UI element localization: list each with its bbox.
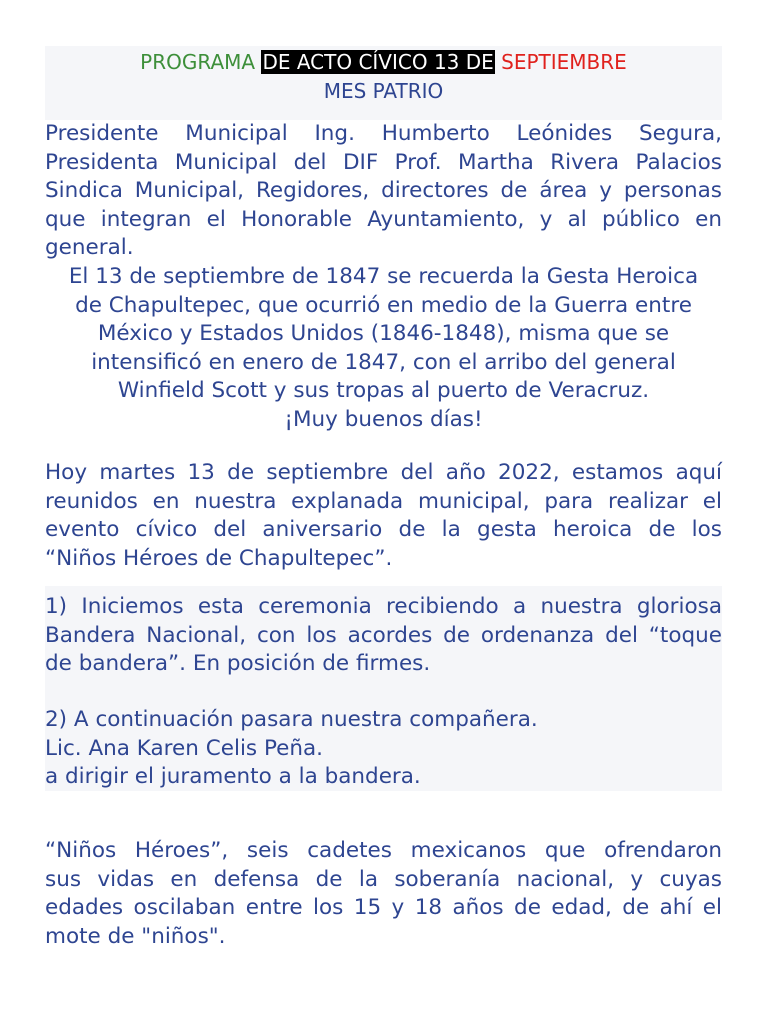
history-line: Winfield Scott y sus tropas al puerto de Veracruz. xyxy=(117,378,650,404)
intro-line: Hoy martes 13 de septiembre del año 2022, estamos aquí xyxy=(45,460,722,485)
title-line-1 xyxy=(45,48,722,76)
step-2-line: a dirigir el juramento a la bandera. xyxy=(45,764,421,790)
greeting-paragraph xyxy=(45,120,722,263)
ninos-line: edades oscilaban entre los 15 y 18 años de edad, de ahí el xyxy=(45,895,722,921)
intro-paragraph xyxy=(45,459,722,573)
step-2-line: 2) A continuación pasara nuestra compañera. xyxy=(45,707,538,732)
ninos-line: “Niños Héroes”, seis cadetes mexicanos que ofrendaron xyxy=(45,838,722,863)
title-septiembre: SEPTIEMBRE xyxy=(494,50,627,74)
history-line: de Chapultepec, que ocurrió en medio de la Guerra entre xyxy=(75,292,692,318)
greeting-line: Sindica Municipal, Regidores, directores de área y personas xyxy=(45,178,722,204)
history-line: intensificó en enero de 1847, con el arribo del general xyxy=(91,349,676,375)
greeting-buenos-dias: ¡Muy buenos días! xyxy=(284,406,483,432)
intro-line: reunidos en nuestra explanada municipal, para realizar el xyxy=(45,488,722,514)
step-1-line: Bandera Nacional, con los acordes de ordenanza del “toque xyxy=(45,622,722,648)
step-2-paragraph xyxy=(45,706,722,792)
ninos-line: sus vidas en defensa de la soberanía nacional, y cuyas xyxy=(45,866,722,892)
history-line: El 13 de septiembre de 1847 se recuerda la Gesta Heroica xyxy=(68,264,699,289)
title-highlighted: DE ACTO CÍVICO 13 DE xyxy=(262,50,494,74)
history-line: México y Estados Unidos (1846-1848), misma que se xyxy=(97,321,670,347)
ninos-line: mote de "niños". xyxy=(45,923,226,949)
step-1-line: de bandera”. En posición de firmes. xyxy=(45,651,431,677)
intro-line: “Niños Héroes de Chapultepec”. xyxy=(45,545,393,571)
intro-line: evento cívico del aniversario de la gesta heroica de los xyxy=(45,517,722,543)
title-block xyxy=(45,46,722,120)
greeting-line: Presidenta Municipal del DIF Prof. Martha Rivera Palacios xyxy=(45,149,722,175)
greeting-line: que integran el Honorable Ayuntamiento, y al público en xyxy=(45,206,722,232)
step-1-line: 1) Iniciemos esta ceremonia recibiendo a nuestra gloriosa xyxy=(45,594,722,619)
step-2-line: Lic. Ana Karen Celis Peña. xyxy=(45,735,324,761)
history-paragraph xyxy=(45,263,722,435)
greeting-line: general. xyxy=(45,235,134,261)
title-programa: PROGRAMA xyxy=(140,50,262,74)
ninos-heroes-paragraph xyxy=(45,837,722,951)
step-1-paragraph xyxy=(45,593,722,679)
greeting-line: Presidente Municipal Ing. Humberto Leónides Segura, xyxy=(45,121,722,146)
title-line-2: MES PATRIO xyxy=(323,79,444,103)
